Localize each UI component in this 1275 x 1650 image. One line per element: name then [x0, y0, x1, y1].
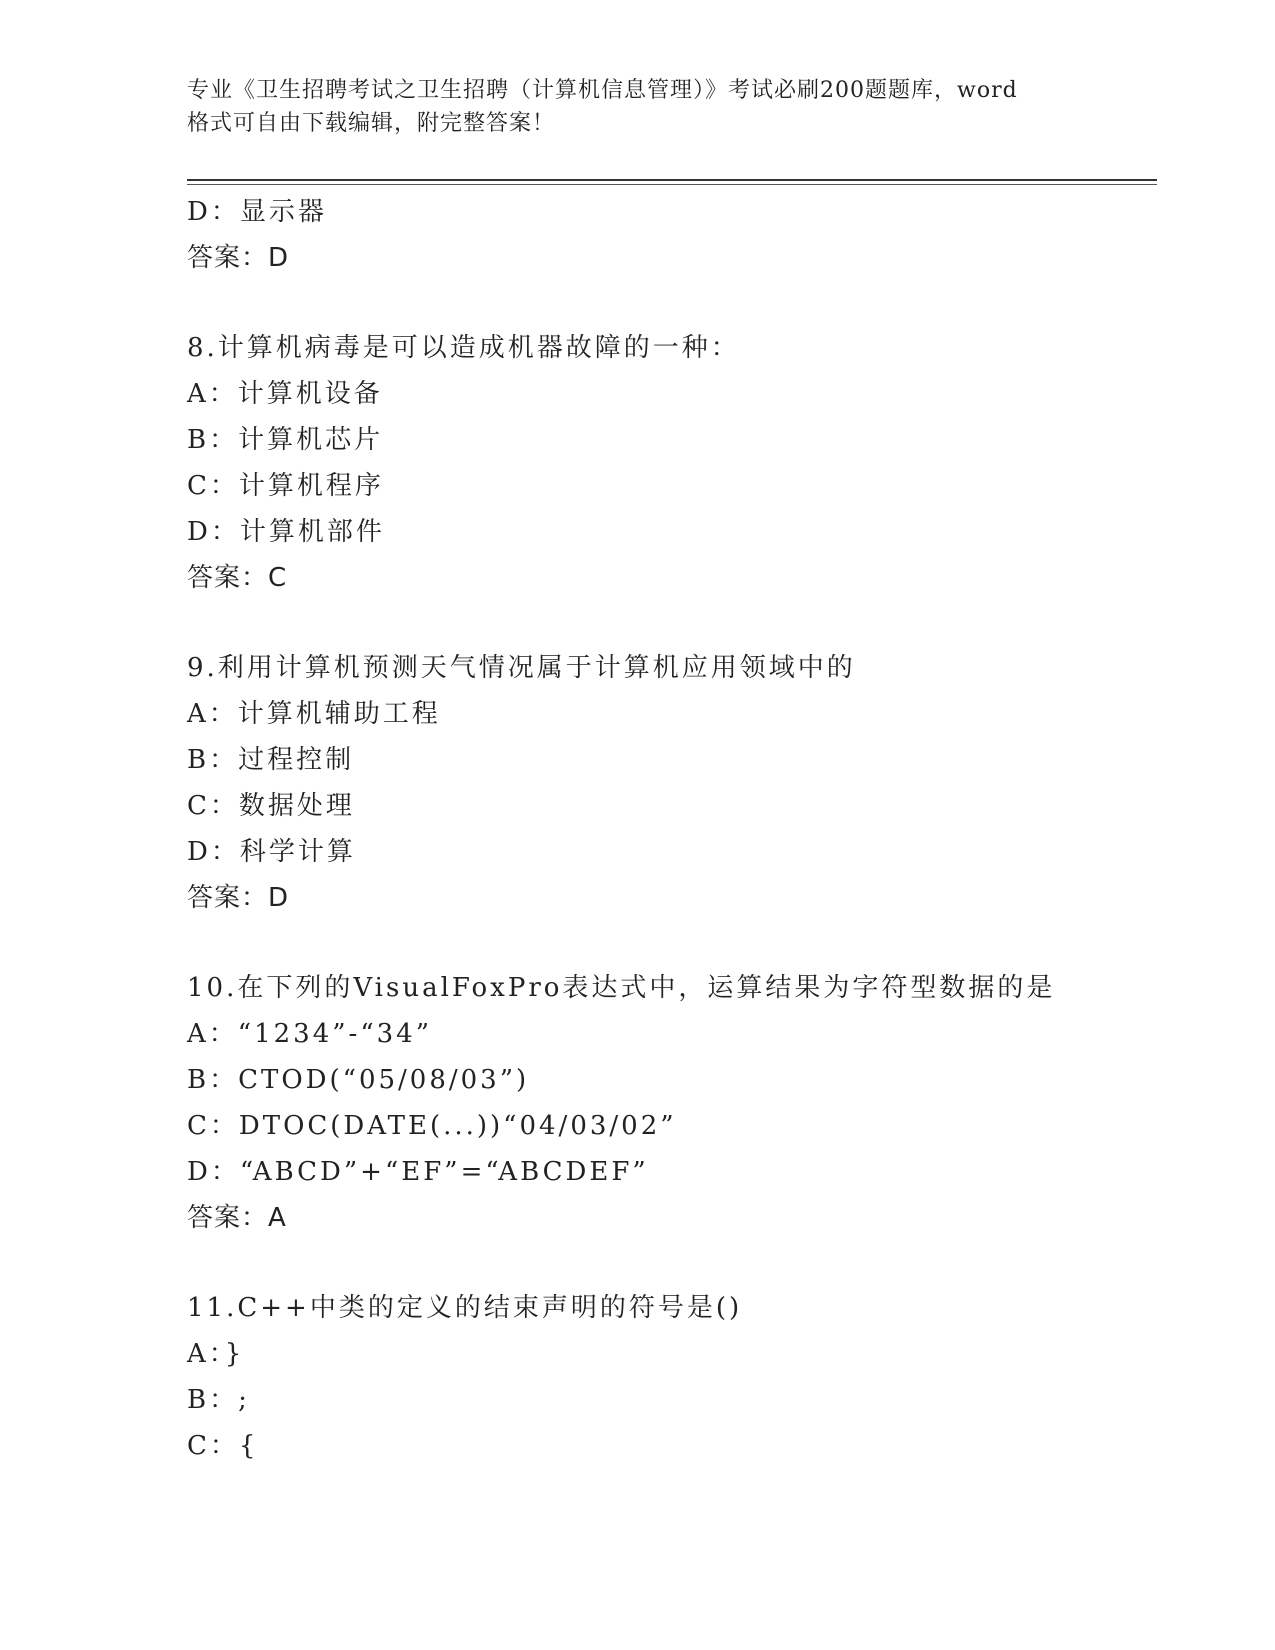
question-11	[187, 1285, 1157, 1469]
question-title: 8.计算机病毒是可以造成机器故障的一种：	[187, 333, 740, 363]
answer: 答案：D	[187, 243, 290, 273]
header-line-1: 专业《卫生招聘考试之卫生招聘（计算机信息管理）》考试必刷200题题库，word	[187, 78, 1018, 103]
option-a: A：计算机设备	[187, 379, 383, 409]
question-8	[187, 325, 1157, 601]
header-divider-thin	[187, 184, 1157, 185]
option-b: B：过程控制	[187, 745, 355, 775]
option-d: D：计算机部件	[187, 517, 385, 547]
header-line-2: 格式可自由下载编辑，附完整答案！	[187, 111, 556, 136]
question-title: 9.利用计算机预测天气情况属于计算机应用领域中的	[187, 653, 856, 683]
option-b: B：;	[187, 1385, 250, 1415]
option-b: B：计算机芯片	[187, 425, 384, 455]
option-a: A：}	[187, 1339, 245, 1369]
option-d: D：科学计算	[187, 837, 356, 867]
answer: 答案：D	[187, 883, 290, 913]
question-9	[187, 645, 1157, 921]
question-title: 11.C++中类的定义的结束声明的符号是()	[187, 1293, 743, 1323]
option-d: D：显示器	[187, 197, 327, 227]
option-b: B：CTOD(“05/08/03”)	[187, 1065, 530, 1095]
spacer	[187, 921, 1157, 965]
option-d: D：“ABCD”+“EF”=“ABCDEF”	[187, 1157, 649, 1187]
question-title: 10.在下列的VisualFoxPro表达式中，运算结果为字符型数据的是	[187, 973, 1056, 1003]
spacer	[187, 281, 1157, 325]
option-c: C：数据处理	[187, 791, 355, 821]
answer: 答案：A	[187, 1203, 287, 1233]
question-list	[187, 189, 1157, 1469]
option-a: A：计算机辅助工程	[187, 699, 441, 729]
document-header	[187, 74, 1087, 140]
question-10	[187, 965, 1157, 1241]
option-c: C：计算机程序	[187, 471, 384, 501]
header-divider-thick	[187, 179, 1157, 181]
option-a: A：“1234”-“34”	[187, 1019, 432, 1049]
option-c: C：DTOC(DATE(...))“04/03/02”	[187, 1111, 677, 1141]
spacer	[187, 1241, 1157, 1285]
answer: 答案：C	[187, 563, 288, 593]
option-c: C：{	[187, 1431, 259, 1461]
spacer	[187, 601, 1157, 645]
